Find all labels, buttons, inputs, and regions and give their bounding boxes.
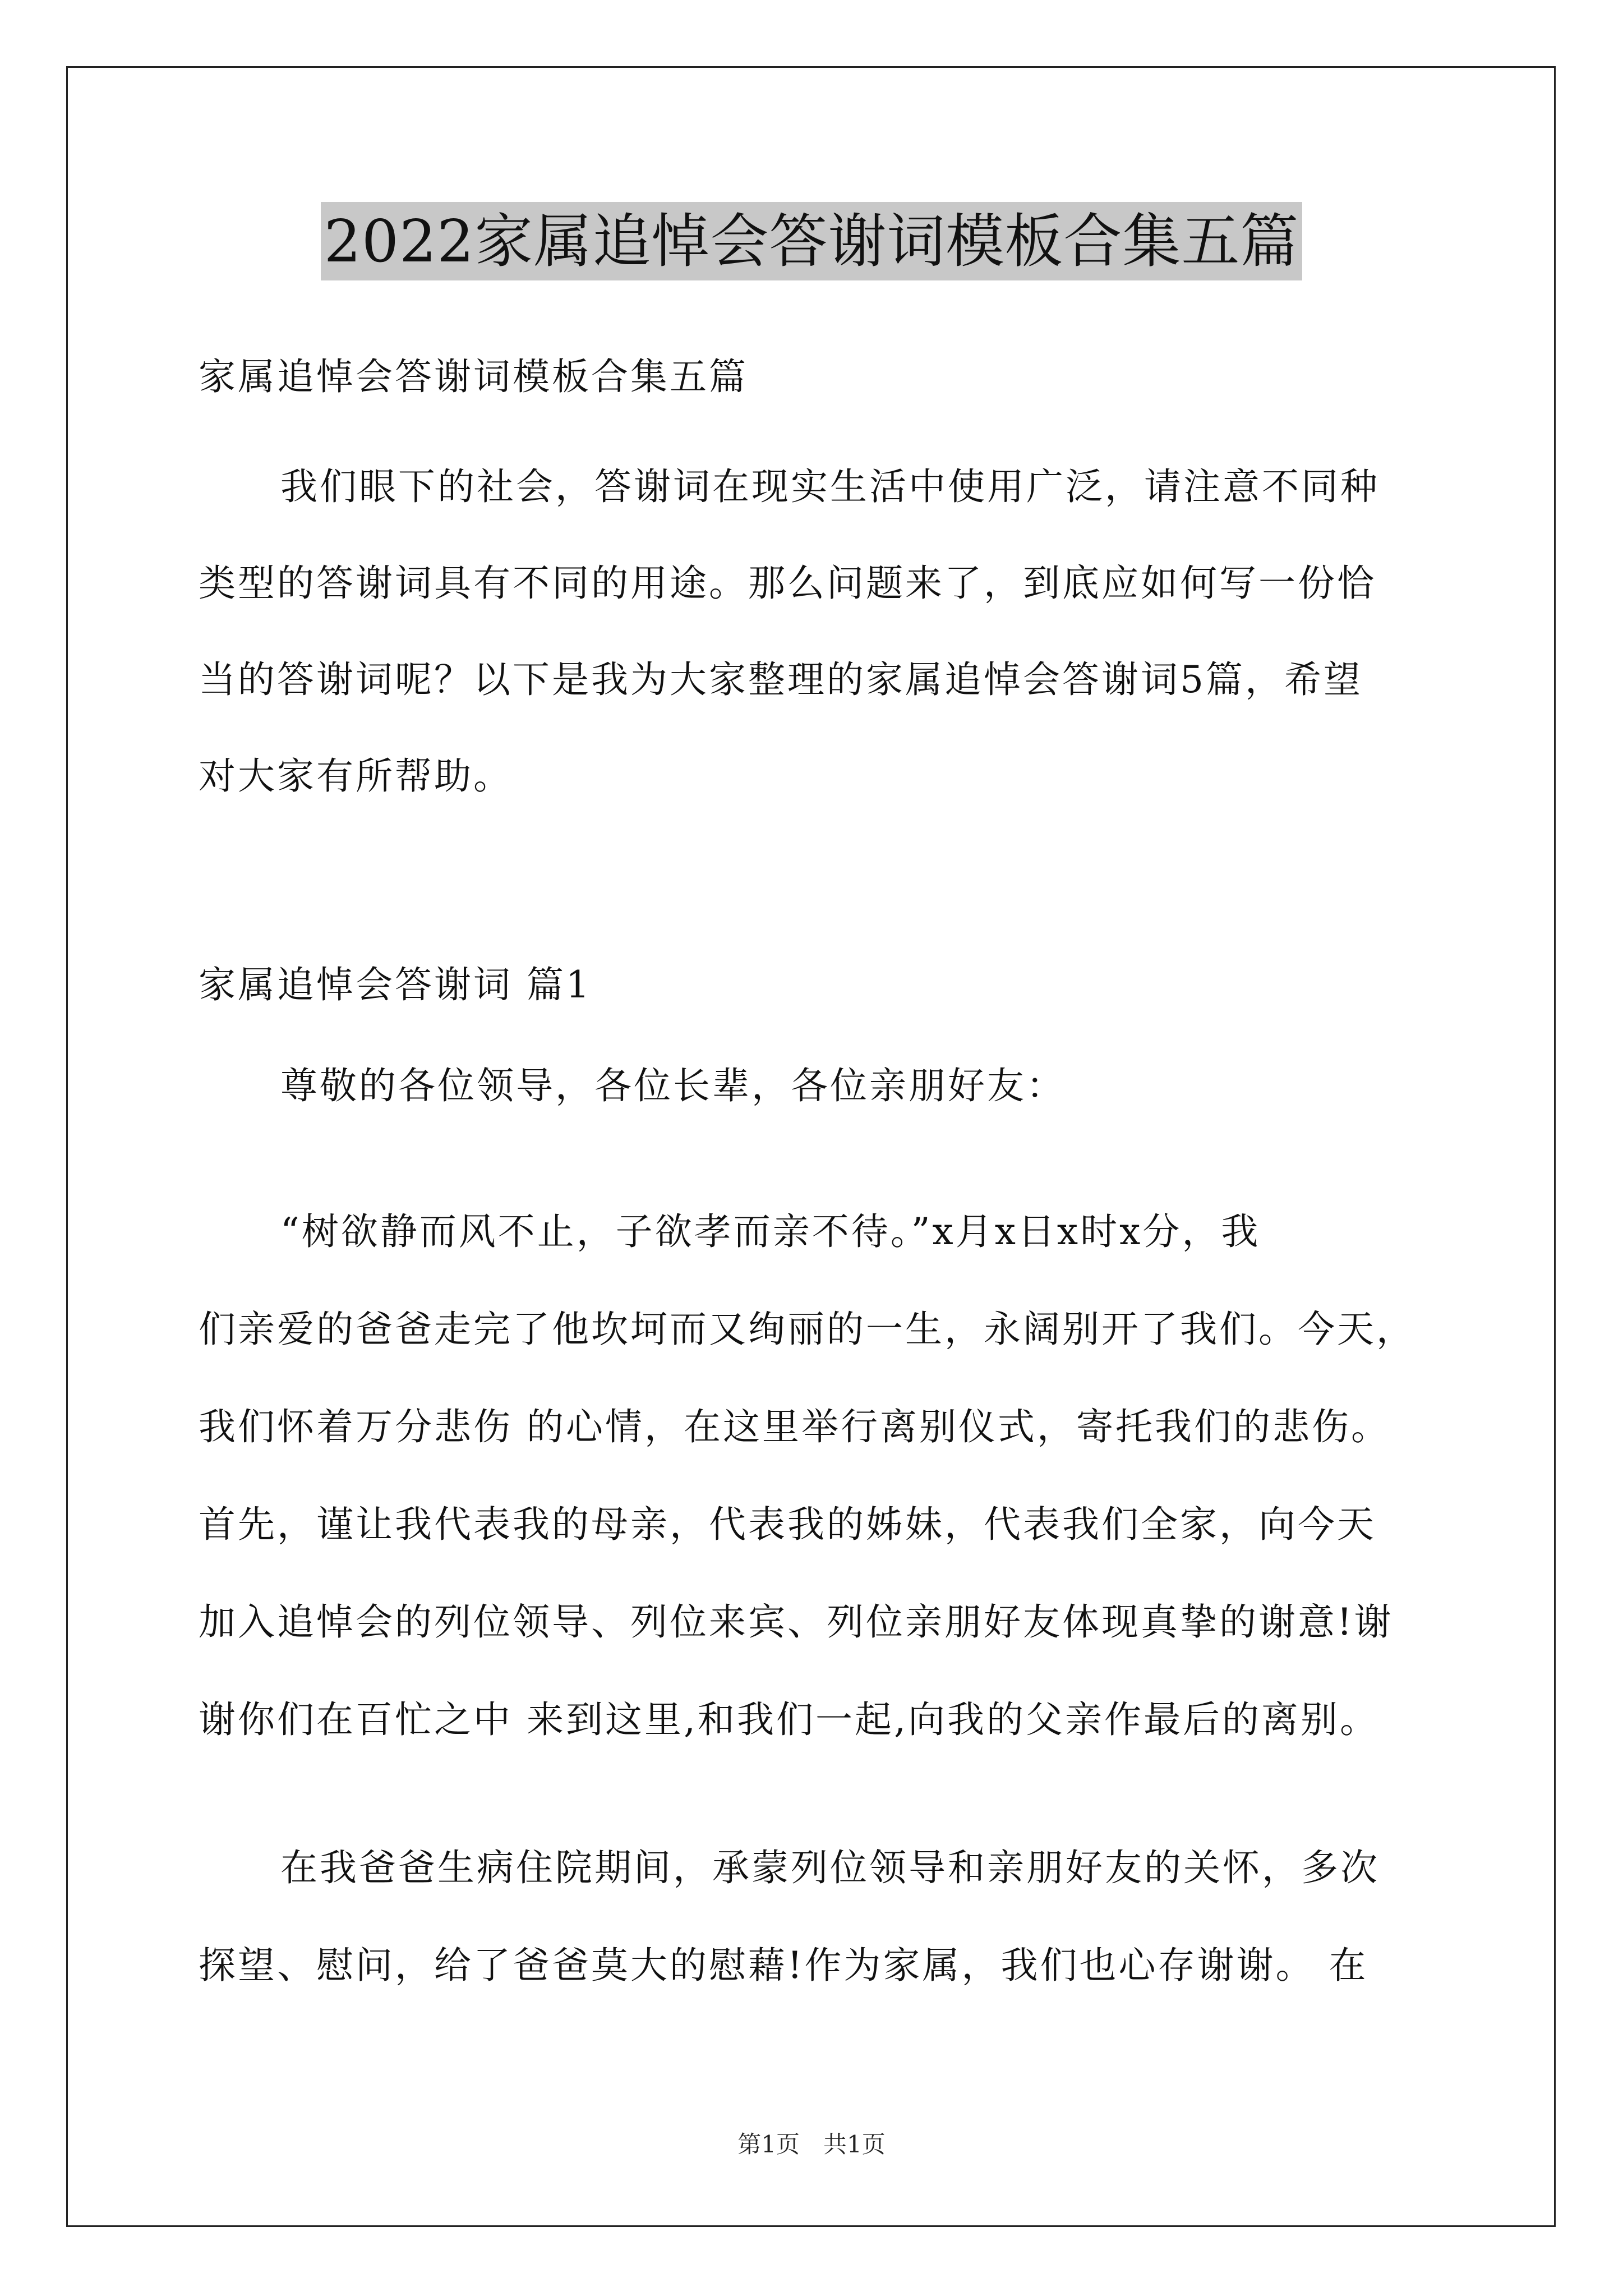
title-wrap — [0, 202, 1623, 280]
paragraph-line: 首先，谨让我代表我的母亲，代表我的姊妹，代表我们全家，向今天 — [199, 1503, 1376, 1546]
page-footer: 第1页 共1页 — [737, 2131, 886, 2158]
paragraph-line: 们亲爱的爸爸走完了他坎坷而又绚丽的一生，永阔别开了我们。今天， — [199, 1308, 1415, 1351]
paragraph-line: 谢你们在百忙之中 来到这里,和我们一起,向我的父亲作最后的离别。 — [199, 1698, 1379, 1741]
subtitle: 家属追悼会答谢词模板合集五篇 — [199, 355, 748, 398]
paragraph-line: “树欲静而风不止，子欲孝而亲不待。”x月x日x时x分，我 — [280, 1210, 1261, 1253]
paragraph-line: 我们怀着万分悲伤 的心情，在这里举行离别仪式，寄托我们的悲伤。 — [199, 1405, 1390, 1448]
section-heading: 家属追悼会答谢词 篇1 — [199, 963, 592, 1006]
paragraph-line: 类型的答谢词具有不同的用途。那么问题来了，到底应如何写一份恰 — [199, 562, 1376, 605]
paragraph-line: 探望、慰问，给了爸爸莫大的慰藉!作为家属，我们也心存谢谢。 在 — [199, 1944, 1368, 1987]
paragraph-line: 对大家有所帮助。 — [199, 754, 513, 798]
paragraph-line: 在我爸爸生病住院期间，承蒙列位领导和亲朋好友的关怀，多次 — [280, 1846, 1380, 1889]
paragraph-line: 加入追悼会的列位领导、列位来宾、列位亲朋好友体现真挚的谢意!谢 — [199, 1600, 1394, 1644]
paragraph-line: 尊敬的各位领导，各位长辈，各位亲朋好友： — [280, 1064, 1066, 1107]
document-title: 2022家属追悼会答谢词模板合集五篇 — [321, 202, 1303, 280]
paragraph-line: 当的答谢词呢？以下是我为大家整理的家属追悼会答谢词5篇，希望 — [199, 658, 1363, 701]
paragraph-line: 我们眼下的社会，答谢词在现实生活中使用广泛，请注意不同种 — [280, 465, 1380, 508]
